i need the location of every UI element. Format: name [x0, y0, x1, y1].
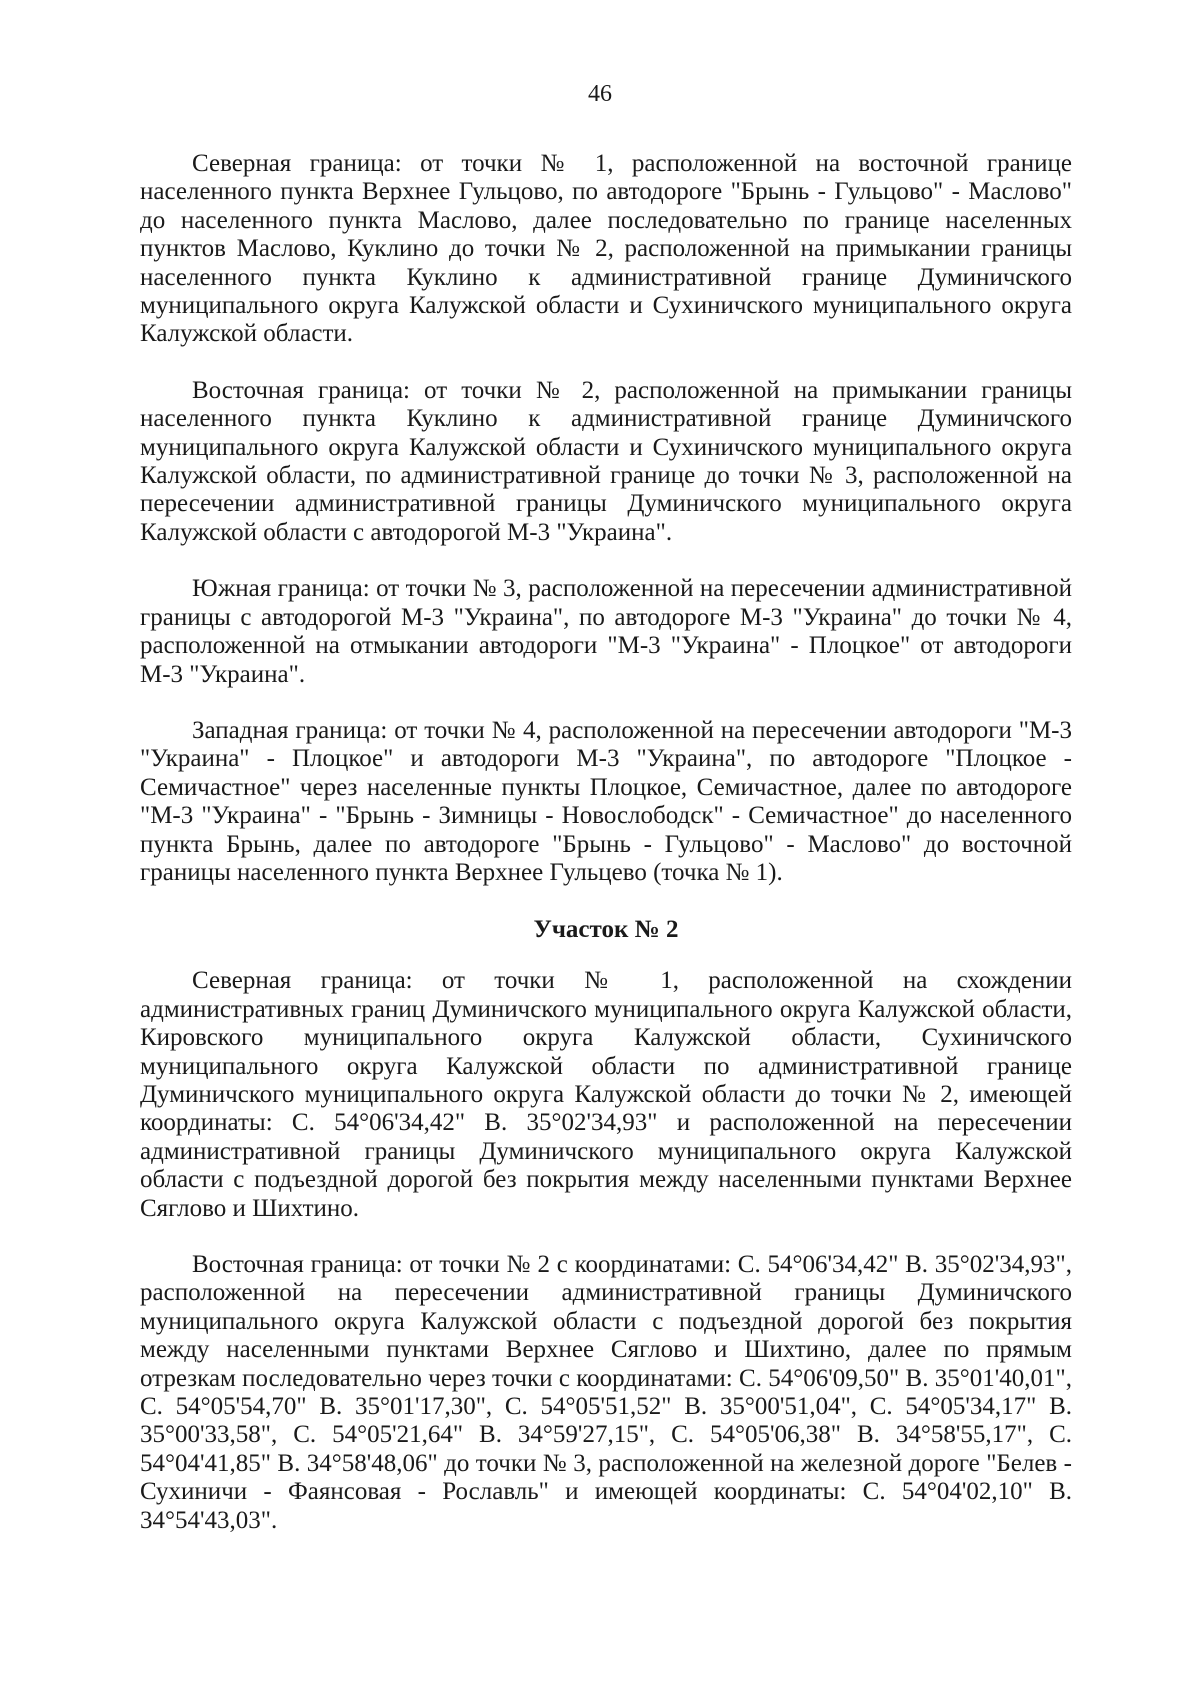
section1-west-boundary: Западная граница: от точки № 4, расположенной на пересечении автодороги "М-3 "Украина" - Плоцкое" и автодороги М-3 "Украина", по автодороге "Плоцкое - Семичастное" через населенные пункты Плоцкое, Семичастное, далее по автодороге "М-3 "Украина" - "Брынь - Зимницы - Новослободск" - Семичастное" до населенного пункта Брынь, далее по автодороге "Брынь - Гульцово" - Маслово" до восточной границы населенного пункта Верхнее Гульцево (точка № 1). [140, 716, 1072, 886]
section2-north-boundary: Северная граница: от точки № 1, расположенной на схождении административных границ Думиничского муниципального округа Калужской области, Кировского муниципального округа Калужской области, Сухиничского муниципального округа Калужской области по административной границе Думиничского муниципального округа Калужской области до точки № 2, имеющей координаты: С. 54°06'34,42" В. 35°02'34,93" и расположенной на пересечении административной границы Думиничского муниципального округа Калужской области с подъездной дорогой без покрытия между населенными пунктами Верхнее Сяглово и Шихтино. [140, 967, 1072, 1222]
section1-south-boundary: Южная граница: от точки № 3, расположенной на пересечении административной границы с автодорогой М-3 "Украина", по автодороге М-3 "Украина" до точки № 4, расположенной на отмыкании автодороги "М-3 "Украина" - Плоцкое" от автодороги М-3 "Украина". [140, 575, 1072, 688]
document-body [140, 150, 1072, 1563]
section1-north-boundary: Северная граница: от точки № 1, расположенной на восточной границе населенного пункта Верхнее Гульцово, по автодороге "Брынь - Гульцово" - Маслово" до населенного пункта Маслово, далее последовательно по границе населенных пунктов Маслово, Куклино до точки № 2, расположенной на примыкании границы населенного пункта Куклино к административной границе Думиничского муниципального округа Калужской области и Сухиничского муниципального округа Калужской области. [140, 150, 1072, 348]
page-number: 46 [588, 81, 612, 107]
section1-east-boundary: Восточная граница: от точки № 2, расположенной на примыкании границы населенного пункта Куклино к административной границе Думиничского муниципального округа Калужской области и Сухиничского муниципального округа Калужской области, по административной границе до точки № 3, расположенной на пересечении административной границы Думиничского муниципального округа Калужской области с автодорогой М-3 "Украина". [140, 376, 1072, 546]
section2-east-boundary: Восточная граница: от точки № 2 с координатами: С. 54°06'34,42" В. 35°02'34,93", расположенной на пересечении административной границы Думиничского муниципального округа Калужской области с подъездной дорогой без покрытия между населенными пунктами Верхнее Сяглово и Шихтино, далее по прямым отрезкам последовательно через точки с координатами: С. 54°06'09,50" В. 35°01'40,01", С. 54°05'54,70" В. 35°01'17,30", С. 54°05'51,52" В. 35°00'51,04", С. 54°05'34,17" В. 35°00'33,58", С. 54°05'21,64" В. 34°59'27,15", С. 54°05'06,38" В. 34°58'55,17", С. 54°04'41,85" В. 34°58'48,06" до точки № 3, расположенной на железной дороге "Белев - Сухиничи - Фаянсовая - Рославль" и имеющей координаты: С. 54°04'02,10" В. 34°54'43,03". [140, 1251, 1072, 1534]
section2-title: Участок № 2 [533, 916, 679, 944]
